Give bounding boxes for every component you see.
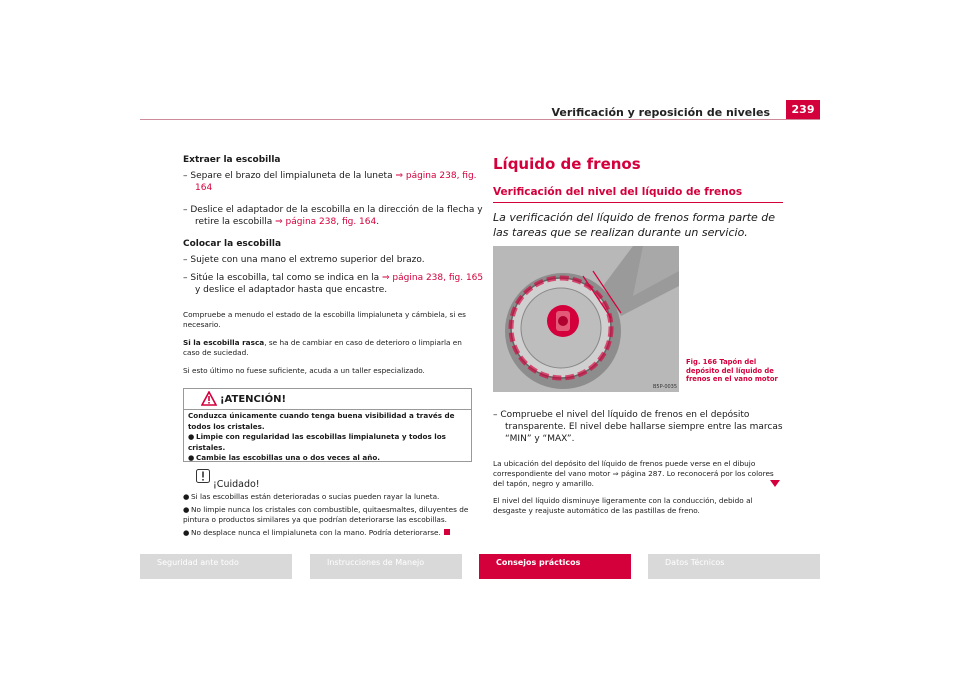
link-page-238-fig-164b[interactable]: ⇒ página 238, fig. 164 [275, 217, 377, 227]
note-scratches: Si la escobilla rasca, se ha de cambiar en caso de deterioro o limpiarla en caso de suciedad. [183, 338, 462, 357]
tab-consejos[interactable]: Consejos prácticos [479, 554, 631, 579]
warning-title: ¡ATENCIÓN! [220, 394, 287, 405]
warning-text: Conduzca únicamente cuando tenga buena visibilidad a través de todos los cristales. [188, 411, 455, 431]
step-slide-adapter: – Deslice el adaptador de la escobilla en la dirección de la flecha y retire la escobilla ⇒ página 238, fig. 164. [183, 205, 483, 227]
warning-rule [184, 409, 471, 410]
header-rule [140, 119, 820, 120]
warning-bullet: ● Limpie con regularidad las escobillas limpialuneta y todos los cristales. [188, 432, 446, 452]
figure-code: B5P-0035 [653, 384, 678, 390]
brake-fluid-cap-figure [493, 246, 679, 392]
figure-caption: Fig. 166 Tapón del depósito del líquido de frenos en el vano motor [686, 358, 778, 383]
tab-datos-tecnicos[interactable]: Datos Técnicos [648, 554, 820, 579]
warning-triangle-icon [201, 391, 217, 406]
next-page-arrow-icon[interactable] [770, 480, 780, 487]
note-check-wiper: Compruebe a menudo el estado de la escobilla limpialuneta y cámbiela, si es necesario. [183, 310, 466, 329]
section-title: Líquido de frenos [493, 155, 641, 173]
end-marker-icon [444, 529, 450, 535]
link-page-238-fig-164[interactable]: ⇒ página 238, fig. 164 [195, 171, 477, 193]
step-separate-arm: – Separe el brazo del limpialuneta de la luneta ⇒ página 238, fig. 164 [183, 171, 477, 193]
para-location: La ubicación del depósito del líquido de frenos puede verse en el dibujo correspondiente del vano motor ⇒ página 287. Lo reconocerá por los colores del tapón, negro y amarillo. [493, 459, 774, 488]
subsection-rule [493, 202, 783, 203]
page-number: 239 [786, 100, 820, 120]
running-header: Verificación y reposición de niveles [551, 106, 770, 119]
place-heading: Colocar la escobilla [183, 239, 282, 249]
caution-bullet: ● No limpie nunca los cristales con combustible, quitaesmaltes, diluyentes de pintura o productos similares ya que podrían deteriorarse las escobillas. [183, 505, 469, 524]
tab-instrucciones[interactable]: Instrucciones de Manejo [310, 554, 462, 579]
tab-seguridad[interactable]: Seguridad ante todo [140, 554, 292, 579]
caution-bullet: ● Si las escobillas están deterioradas o sucias pueden rayar la luneta. [183, 492, 440, 501]
brake-fluid-cap-illustration [493, 246, 679, 392]
caution-icon [196, 469, 210, 483]
warning-box [183, 388, 472, 462]
warning-bullet: ● Cambie las escobillas una o dos veces al año. [188, 453, 381, 462]
link-page-238-fig-165[interactable]: ⇒ página 238, fig. 165 [382, 273, 484, 283]
para-level-decrease: El nivel del líquido disminuye ligeramente con la conducción, debido al desgaste y reajuste automático de las pastillas de freno. [493, 496, 753, 515]
note-workshop: Si esto último no fuese suficiente, acuda a un taller especializado. [183, 366, 425, 375]
caution-body [183, 492, 475, 538]
subsection-title: Verificación del nivel del líquido de frenos [493, 186, 743, 198]
caution-bullet: ● No desplace nunca el limpialuneta con la mano. Podría deteriorarse. [183, 528, 475, 538]
step-hold-arm: – Sujete con una mano el extremo superior del brazo. [183, 255, 425, 265]
warning-body [188, 411, 468, 464]
caution-title: ¡Cuidado! [213, 479, 260, 490]
extract-heading: Extraer la escobilla [183, 155, 281, 165]
step-position-wiper: – Sitúe la escobilla, tal como se indica en la ⇒ página 238, fig. 165 y deslice el adaptador hasta que encastre. [183, 273, 484, 295]
step-check-level: – Compruebe el nivel del líquido de frenos en el depósito transparente. El nivel debe hallarse siempre entre las marcas “MIN” y “MAX”. [493, 410, 783, 444]
intro-text: La verificación del líquido de frenos forma parte de las tareas que se realizan durante un servicio. [493, 211, 776, 239]
